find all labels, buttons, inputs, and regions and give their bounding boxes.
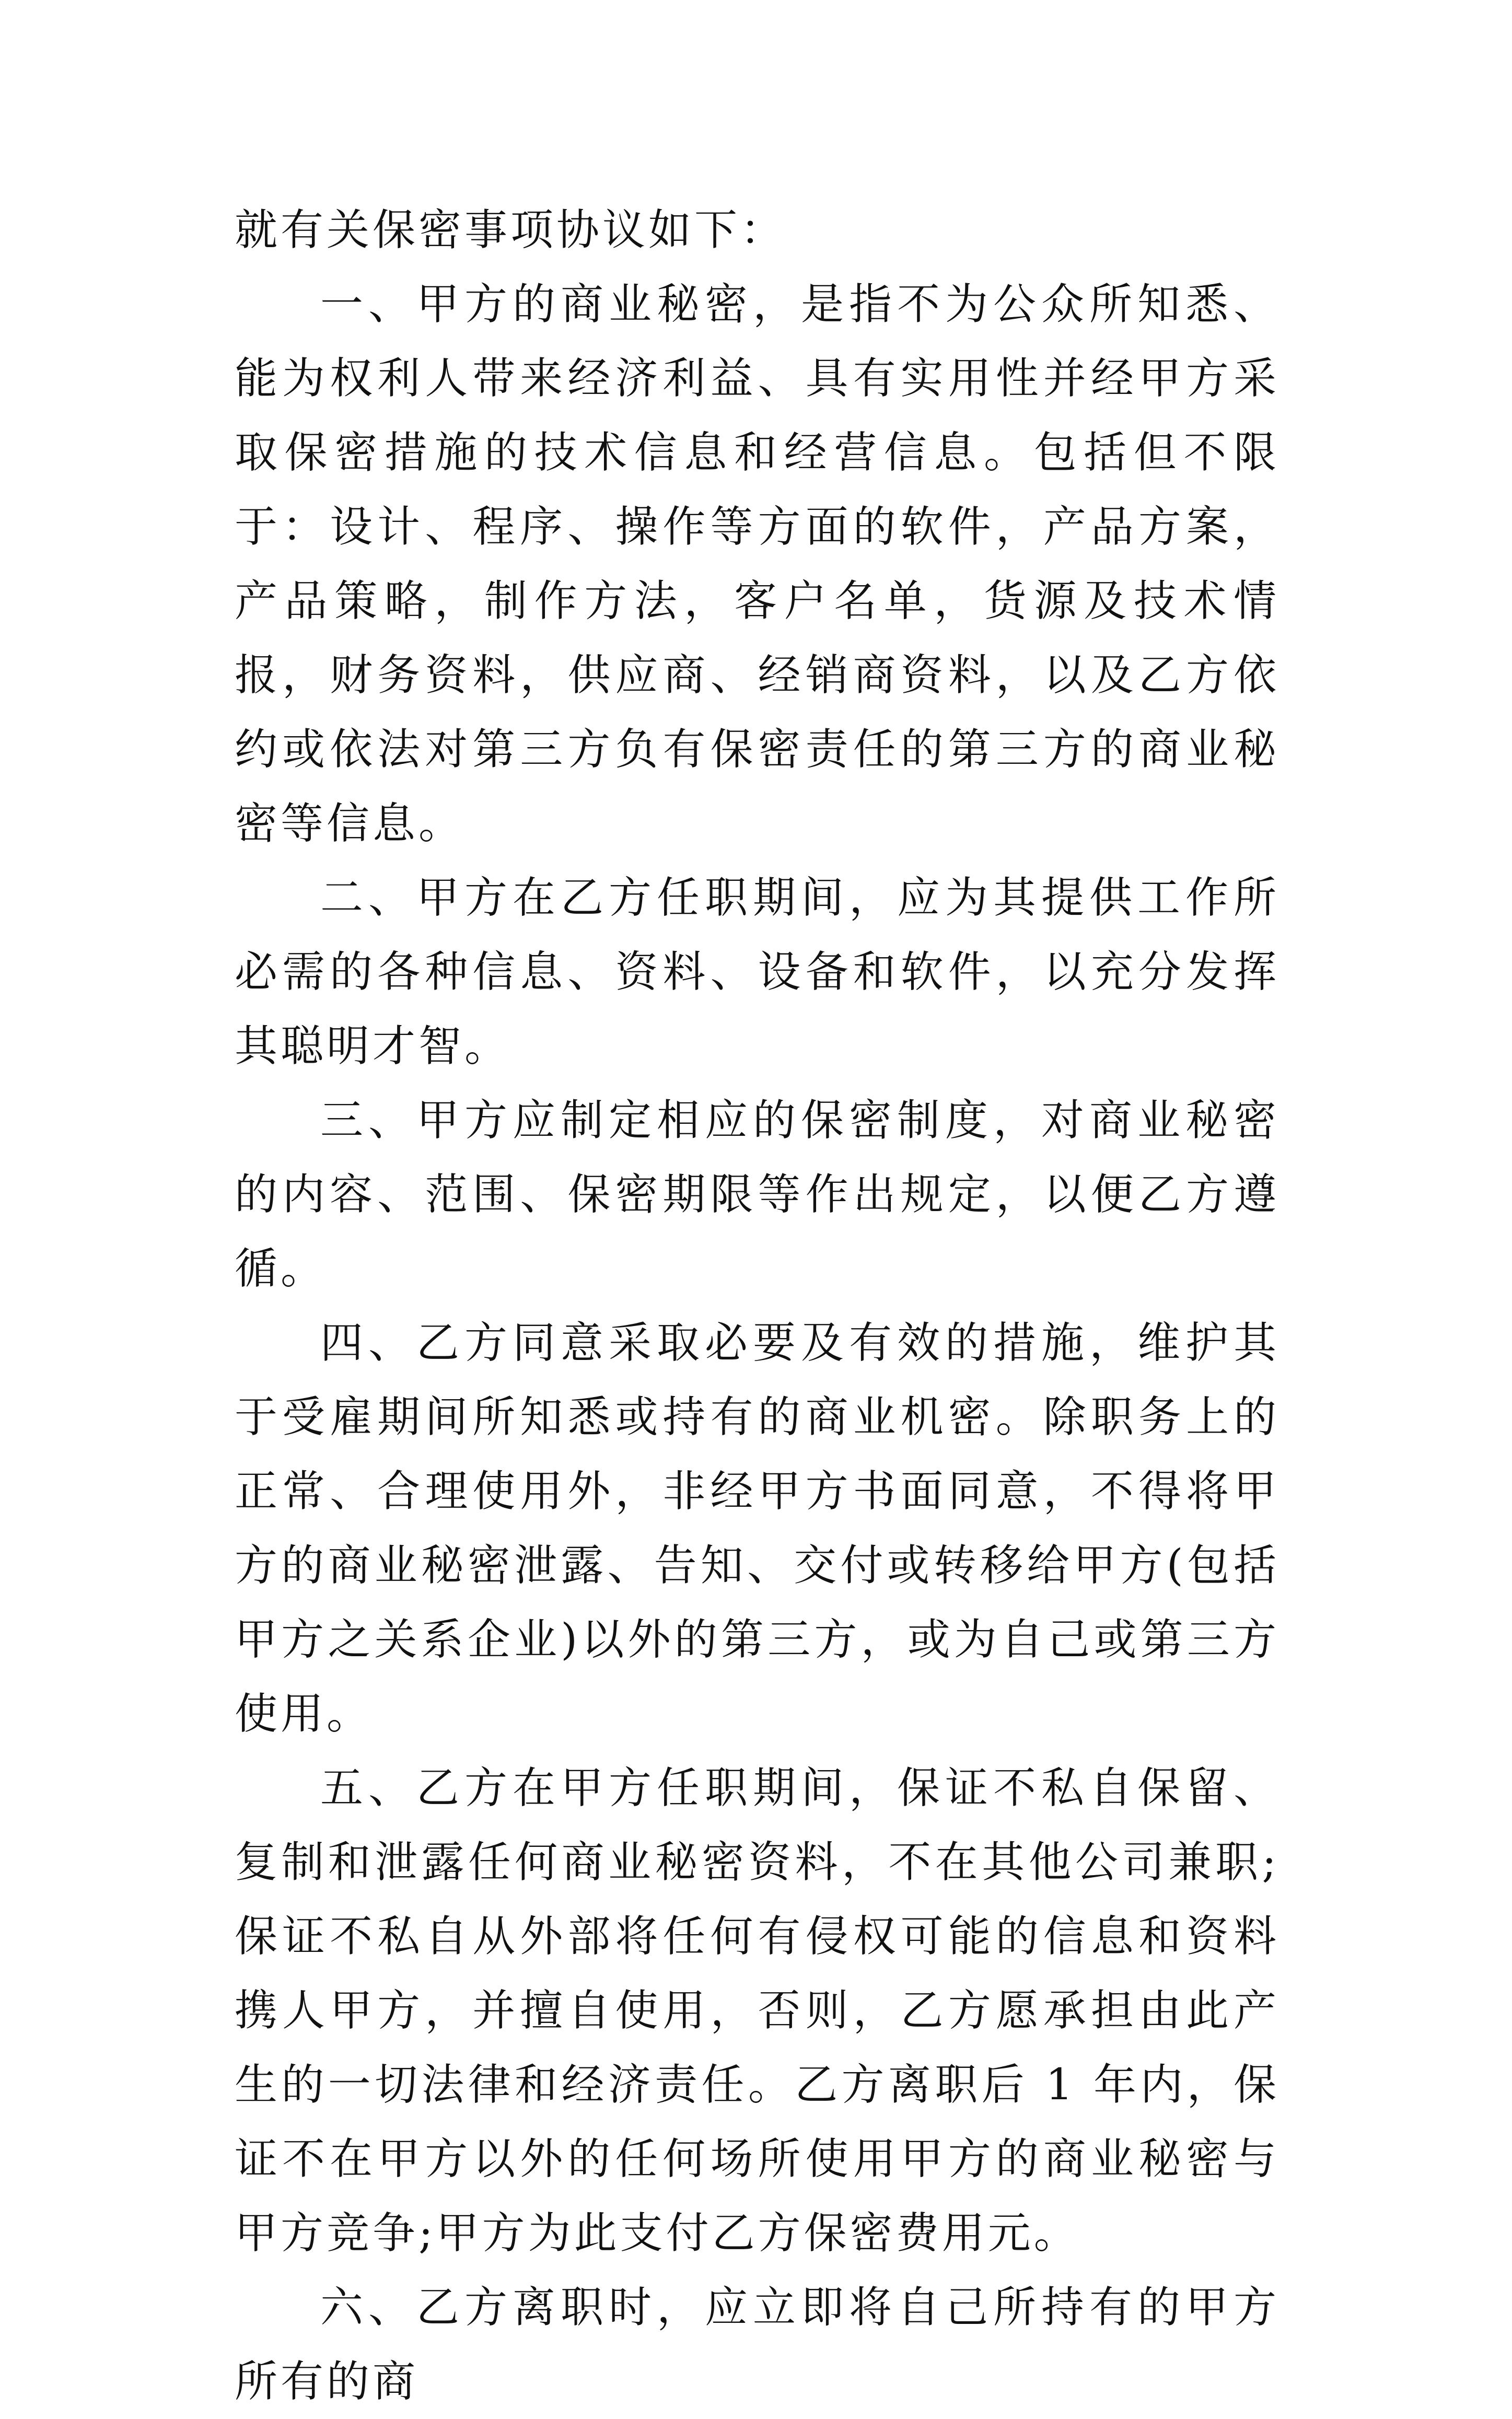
- intro-paragraph: 就有关保密事项协议如下：: [235, 205, 787, 255]
- clause-3-paragraph: 三、甲方应制定相应的保密制度，对商业秘密的内容、范围、保密期限等作出规定，以便乙方遵循。: [235, 1096, 1280, 1294]
- clause-4-paragraph: 四、乙方同意采取必要及有效的措施，维护其于受雇期间所知悉或持有的商业机密。除职务上的正常、合理使用外，非经甲方书面同意，不得将甲方的商业秘密泄露、告知、交付或转移给甲方(包括甲方之关系企业)以外的第三方，或为自己或第三方使用。: [235, 1318, 1280, 1739]
- clause-6-paragraph: 六、乙方离职时，应立即将自己所持有的甲方所有的商: [235, 2283, 1280, 2406]
- clause-2-paragraph: 二、甲方在乙方任职期间，应为其提供工作所必需的各种信息、资料、设备和软件，以充分发挥其聪明才智。: [235, 873, 1280, 1071]
- document-body: [235, 193, 1280, 2419]
- clause-5-paragraph: 五、乙方在甲方任职期间，保证不私自保留、复制和泄露任何商业秘密资料，不在其他公司兼职;保证不私自从外部将任何有侵权可能的信息和资料携人甲方，并擅自使用，否则，乙方愿承担由此产生的一切法律和经济责任。乙方离职后 1 年内，保证不在甲方以外的任何场所使用甲方的商业秘密与甲方竞争;甲方为此支付乙方保密费用元。: [235, 1763, 1280, 2258]
- clause-1-paragraph: 一、甲方的商业秘密，是指不为公众所知悉、能为权利人带来经济利益、具有实用性并经甲方采取保密措施的技术信息和经营信息。包括但不限于：设计、程序、操作等方面的软件，产品方案，产品策略，制作方法，客户名单，货源及技术情报，财务资料，供应商、经销商资料，以及乙方依约或依法对第三方负有保密责任的第三方的商业秘密等信息。: [235, 280, 1280, 848]
